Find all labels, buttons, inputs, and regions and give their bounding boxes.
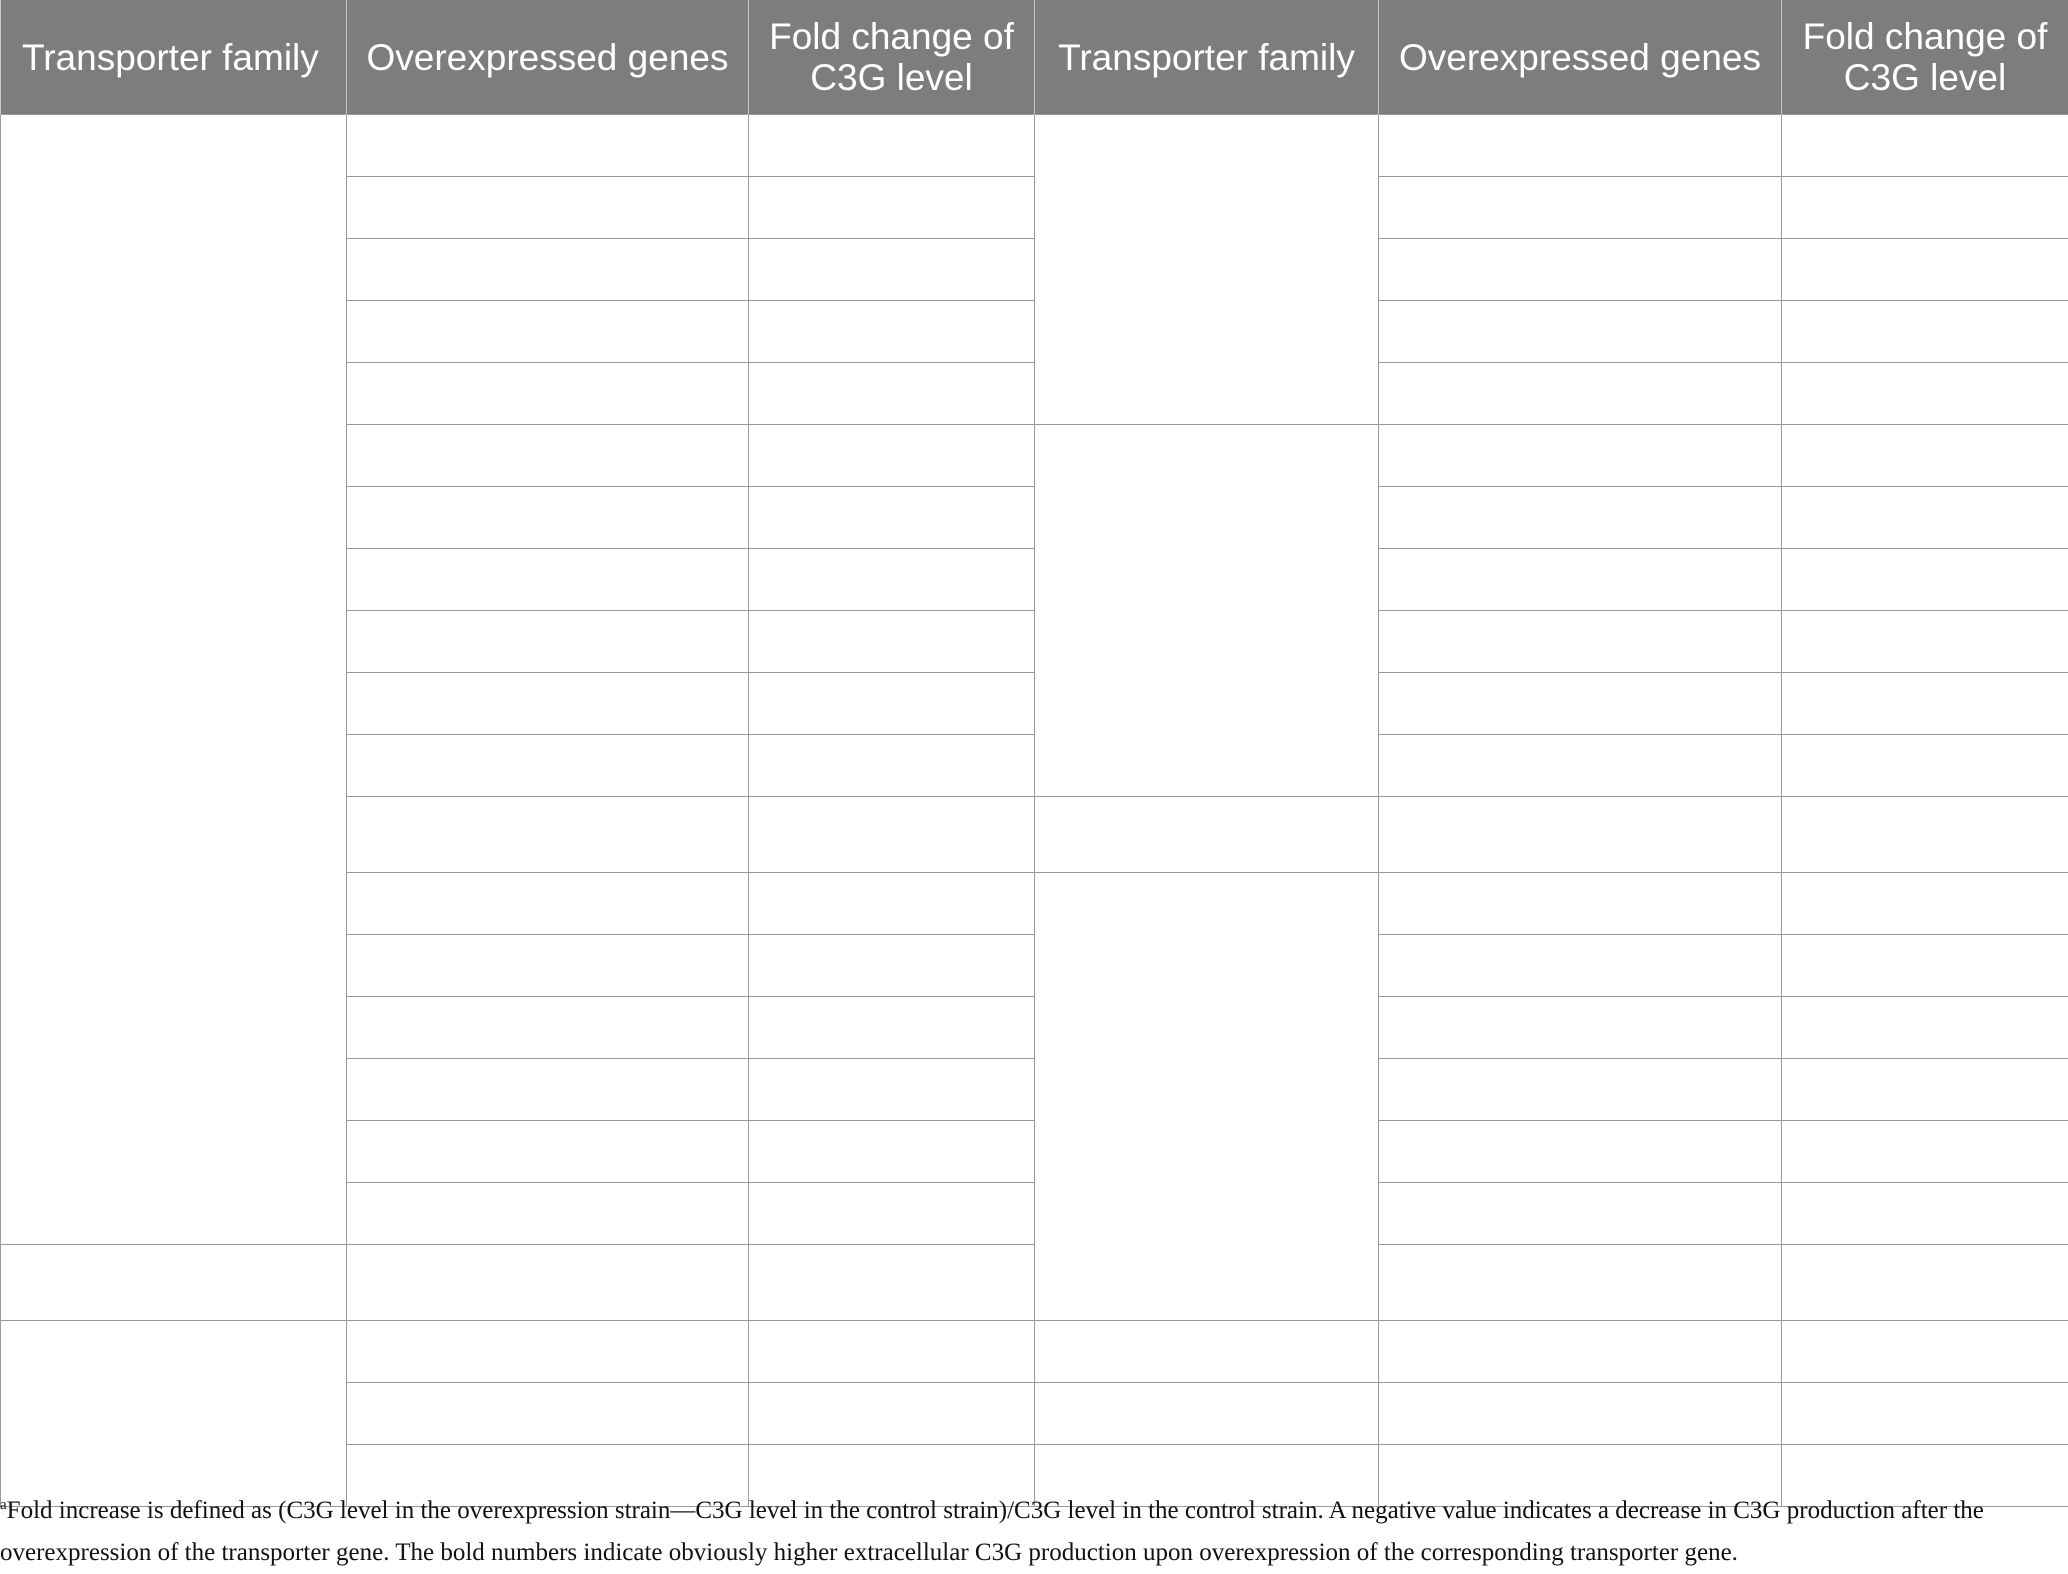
gene-cell [1379,1245,1782,1321]
gene-cell [1379,549,1782,611]
fold-change-cell [749,239,1035,301]
fold-change-cell [749,177,1035,239]
gene-cell [347,1383,749,1445]
fold-change-cell [1782,735,2068,797]
fold-change-cell [749,1383,1035,1445]
gene-cell [347,425,749,487]
fold-change-cell [749,1183,1035,1245]
fold-change-cell [749,363,1035,425]
gene-cell [1379,363,1782,425]
fold-change-cell [1782,487,2068,549]
fold-change-cell [1782,797,2068,873]
transporter-family-cell [1,1321,347,1507]
fold-change-cell [1782,1183,2068,1245]
header-transporter-family-right: Transporter family [1035,0,1379,115]
gene-cell [347,177,749,239]
gene-cell [347,935,749,997]
transporter-family-cell [1035,797,1379,873]
fold-change-cell [749,873,1035,935]
fold-change-cell [1782,301,2068,363]
gene-cell [347,997,749,1059]
empty-cell [1035,1321,1379,1383]
gene-cell [347,549,749,611]
gene-cell [1379,115,1782,177]
fold-change-cell [749,425,1035,487]
fold-change-cell [1782,115,2068,177]
fold-change-cell [749,1059,1035,1121]
gene-cell [347,301,749,363]
fold-change-cell [749,115,1035,177]
gene-cell [1379,935,1782,997]
gene-cell [1379,1183,1782,1245]
fold-change-cell [749,1321,1035,1383]
fold-change-cell [1782,425,2068,487]
empty-cell [1379,1383,1782,1445]
empty-cell [1035,1383,1379,1445]
empty-cell [1782,1321,2068,1383]
gene-cell [347,363,749,425]
transporter-family-cell [1035,115,1379,425]
fold-change-cell [1782,1121,2068,1183]
fold-change-cell [749,797,1035,873]
fold-change-cell [1782,935,2068,997]
gene-cell [1379,673,1782,735]
fold-change-cell [1782,177,2068,239]
transporter-family-cell [1035,425,1379,797]
gene-cell [347,1183,749,1245]
gene-cell [1379,487,1782,549]
fold-change-cell [1782,1059,2068,1121]
header-overexpressed-genes-left: Overexpressed genes [347,0,749,115]
header-fold-change-right: Fold change of C3G level [1782,0,2068,115]
fold-change-cell [1782,873,2068,935]
transporter-family-cell [1,1245,347,1321]
header-overexpressed-genes-right: Overexpressed genes [1379,0,1782,115]
table-row [1,115,2068,177]
gene-cell [1379,1121,1782,1183]
fold-change-cell [749,487,1035,549]
empty-cell [1782,1383,2068,1445]
fold-change-cell [1782,363,2068,425]
fold-change-cell [1782,611,2068,673]
table-row [1,1321,2068,1383]
fold-change-cell [749,997,1035,1059]
gene-cell [347,1121,749,1183]
fold-change-cell [1782,1245,2068,1321]
footnote-text: Fold increase is defined as (C3G level in the overexpression strain—C3G level in the control strain)/C3G level in the control strain. A negative value indicates a decrease in C3G production after the overexpression of the transporter gene. The bold numbers indicate obviously higher extracellular C3G production upon overexpression of the corresponding transporter gene. [0,1497,1984,1566]
gene-cell [347,1245,749,1321]
gene-cell [1379,611,1782,673]
gene-cell [1379,425,1782,487]
fold-change-cell [749,1121,1035,1183]
gene-cell [1379,735,1782,797]
fold-change-cell [749,935,1035,997]
gene-cell [347,1059,749,1121]
gene-cell [347,239,749,301]
header-transporter-family-left: Transporter family [1,0,347,115]
gene-cell [347,735,749,797]
footnote-marker: a [0,1497,7,1513]
table-row [1,1245,2068,1321]
transporter-family-cell [1035,873,1379,1321]
gene-cell [347,1321,749,1383]
gene-cell [347,873,749,935]
gene-cell [347,673,749,735]
empty-cell [1379,1321,1782,1383]
table-footnote [0,1484,2052,1574]
gene-cell [1379,797,1782,873]
gene-cell [347,487,749,549]
fold-change-cell [1782,549,2068,611]
gene-cell [1379,1059,1782,1121]
fold-change-cell [749,301,1035,363]
transporter-family-cell [1,115,347,1245]
gene-cell [347,797,749,873]
fold-change-cell [1782,239,2068,301]
fold-change-cell [749,549,1035,611]
fold-change-cell [1782,673,2068,735]
header-row [1,0,2068,115]
gene-cell [1379,873,1782,935]
gene-cell [1379,177,1782,239]
fold-change-cell [749,673,1035,735]
gene-cell [1379,997,1782,1059]
header-fold-change-left: Fold change of C3G level [749,0,1035,115]
gene-cell [1379,239,1782,301]
fold-change-cell [749,735,1035,797]
fold-change-cell [749,611,1035,673]
gene-cell [347,115,749,177]
fold-change-cell [1782,997,2068,1059]
fold-change-cell [749,1245,1035,1321]
gene-cell [1379,301,1782,363]
gene-cell [347,611,749,673]
